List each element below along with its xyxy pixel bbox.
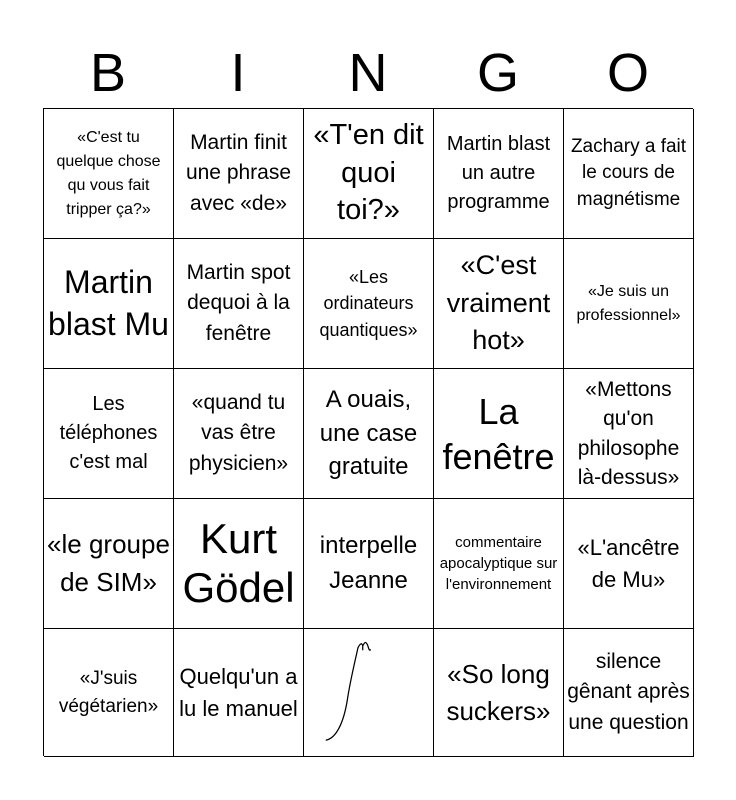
free-space-cell[interactable] (304, 629, 434, 757)
bingo-cell[interactable]: Kurt Gödel (174, 499, 304, 629)
bingo-cell[interactable]: «So long suckers» (434, 629, 564, 757)
bingo-cell[interactable]: La fenêtre (434, 369, 564, 499)
bingo-cell[interactable]: «Les ordinateurs quantiques» (304, 239, 434, 369)
bingo-cell[interactable]: «T'en dit quoi toi?» (304, 109, 434, 239)
bingo-cell[interactable]: Martin finit une phrase avec «de» (174, 109, 304, 239)
bingo-cell[interactable]: Martin blast un autre programme (434, 109, 564, 239)
free-space-doodle-icon (307, 630, 430, 756)
bingo-board (43, 108, 693, 756)
bingo-cell[interactable]: Quelqu'un a lu le manuel (174, 629, 304, 757)
bingo-cell[interactable]: Martin spot dequoi à la fenêtre (174, 239, 304, 369)
bingo-cell[interactable]: Zachary a fait le cours de magnétisme (564, 109, 694, 239)
bingo-cell[interactable]: Les téléphones c'est mal (44, 369, 174, 499)
bingo-header (43, 38, 693, 108)
bingo-cell[interactable]: interpelle Jeanne (304, 499, 434, 629)
header-letter-i: I (230, 43, 246, 103)
bingo-cell[interactable]: «L'ancêtre de Mu» (564, 499, 694, 629)
bingo-cell[interactable]: «J'suis végétarien» (44, 629, 174, 757)
header-letter-o: O (606, 43, 649, 103)
bingo-cell[interactable]: «Mettons qu'on philosophe là-dessus» (564, 369, 694, 499)
header-letter-b: B (89, 43, 127, 103)
bingo-cell[interactable]: «le groupe de SIM» (44, 499, 174, 629)
bingo-cell[interactable]: «C'est tu quelque chose qu vous fait tripper ça?» (44, 109, 174, 239)
bingo-cell[interactable]: silence gênant après une question (564, 629, 694, 757)
bingo-cell[interactable]: «Je suis un professionnel» (564, 239, 694, 369)
bingo-cell[interactable]: Martin blast Mu (44, 239, 174, 369)
bingo-cell[interactable]: «quand tu vas être physicien» (174, 369, 304, 499)
header-letter-n: N (348, 43, 388, 103)
bingo-cell[interactable]: commentaire apocalyptique sur l'environnement (434, 499, 564, 629)
header-letter-g: G (476, 43, 519, 103)
bingo-cell[interactable]: «C'est vraiment hot» (434, 239, 564, 369)
bingo-cell[interactable]: A ouais, une case gratuite (304, 369, 434, 499)
